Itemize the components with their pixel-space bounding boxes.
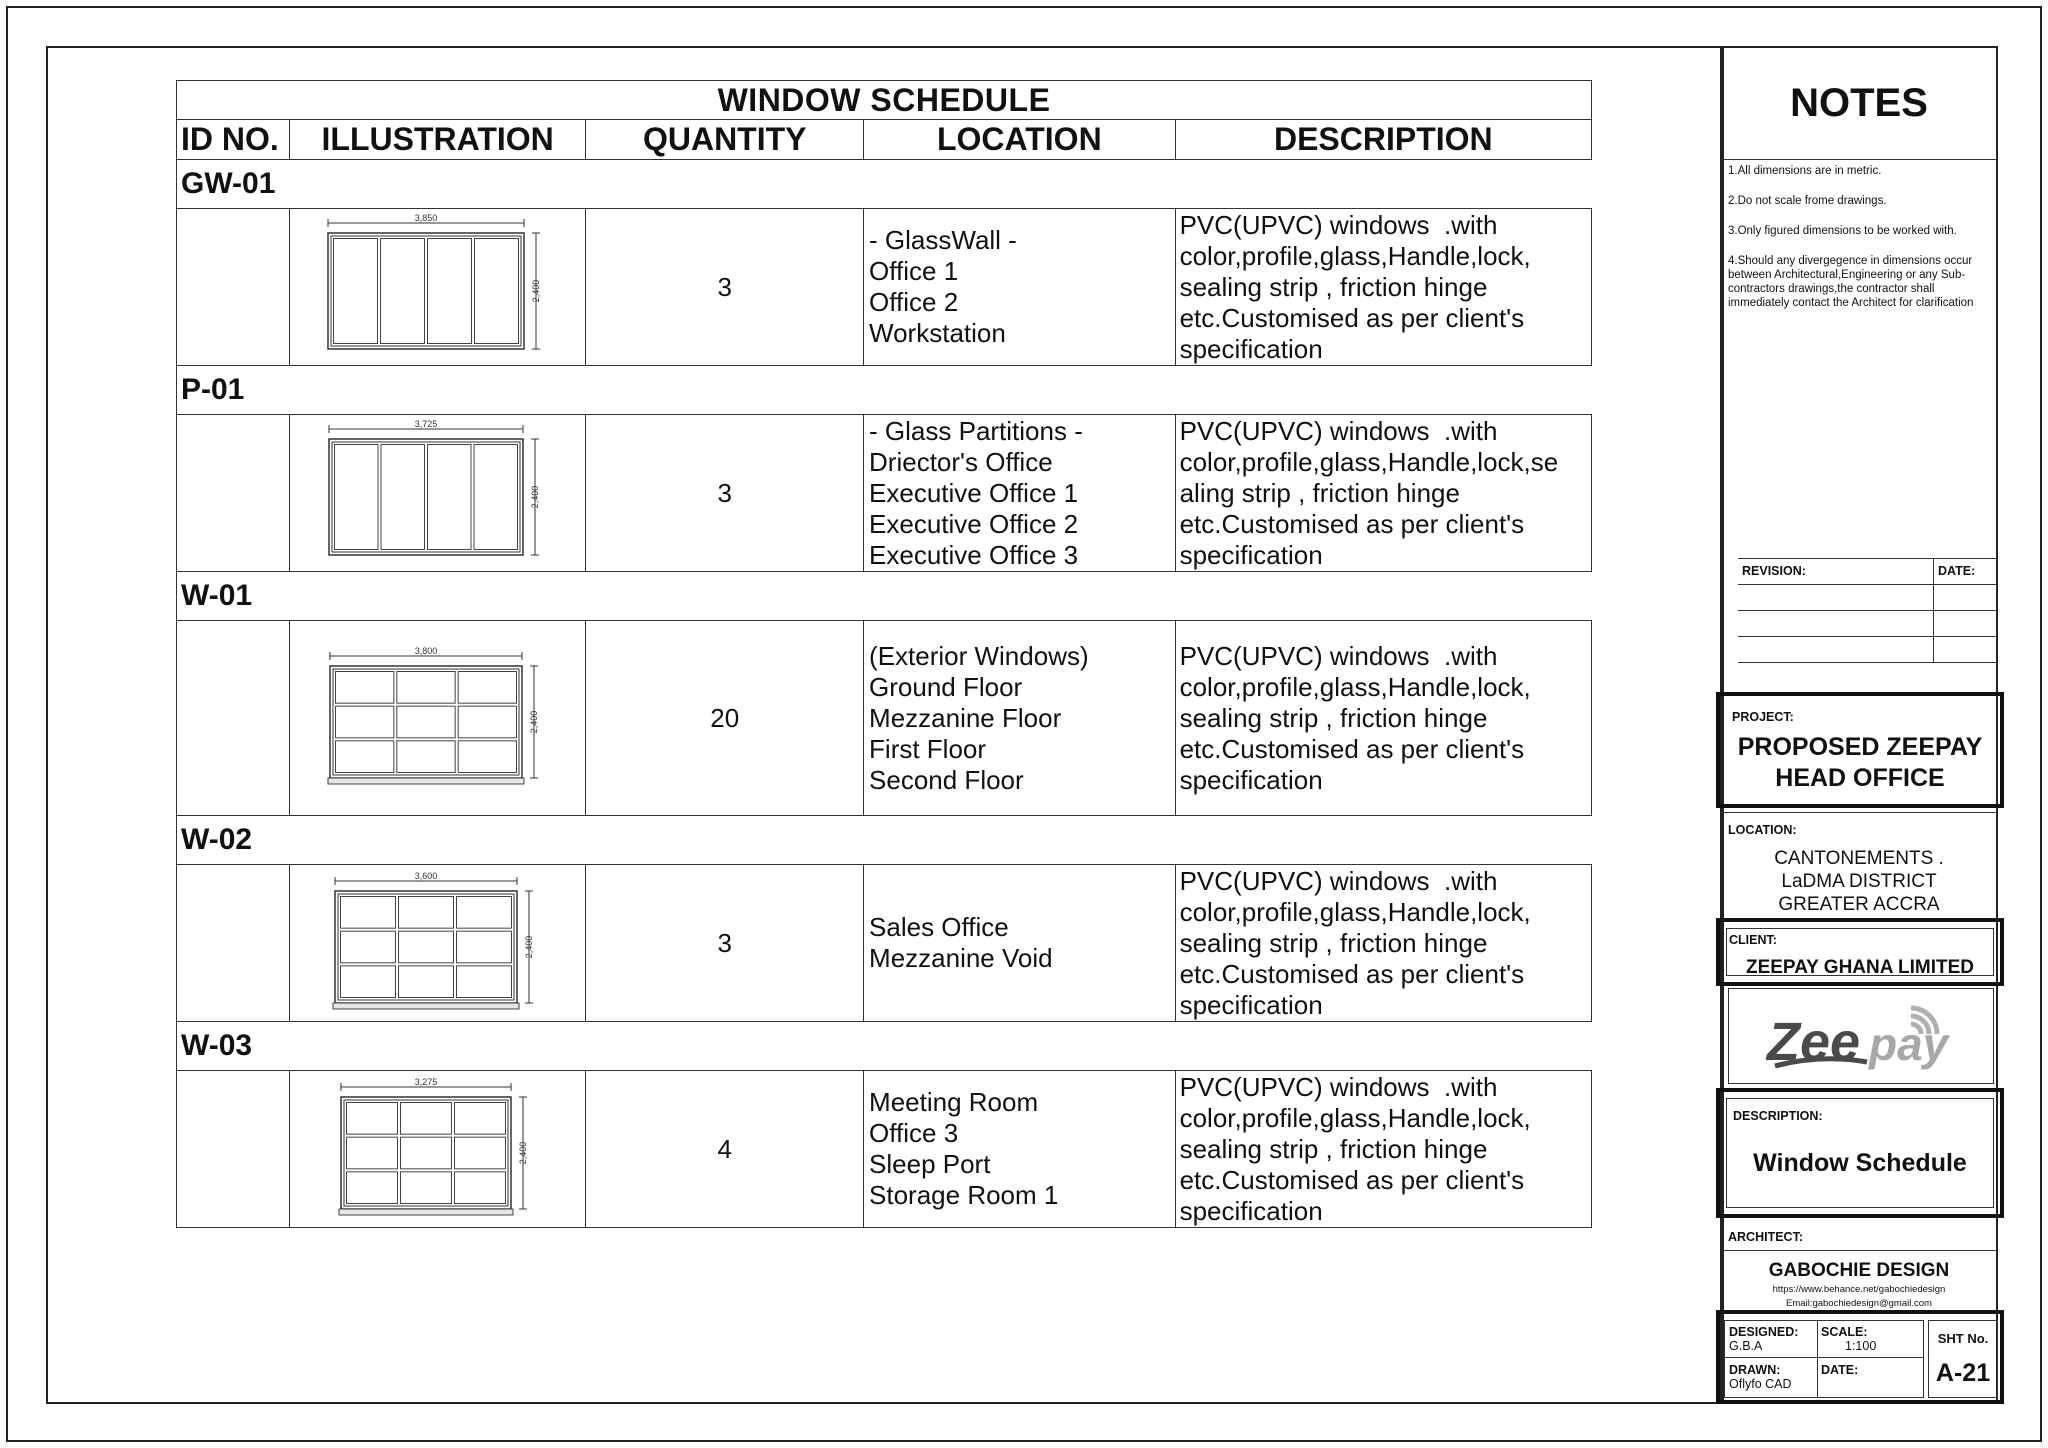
description-line: color,profile,glass,Handle,lock, xyxy=(1179,671,1531,702)
window-pane xyxy=(456,966,511,998)
illustration-cell xyxy=(290,209,587,365)
notes-title: NOTES xyxy=(1722,48,1996,160)
table-row xyxy=(176,414,1592,572)
location-line: GREATER ACCRA xyxy=(1778,894,1940,915)
window-pane xyxy=(400,1137,451,1169)
location-line: Sleep Port xyxy=(869,1149,991,1179)
window-type-id: W-01 xyxy=(176,572,1592,620)
sheet-info-box xyxy=(1716,1310,2004,1404)
window-pane xyxy=(458,672,516,704)
location-line: CANTONEMENTS . xyxy=(1774,848,1944,869)
client-label: CLIENT: xyxy=(1729,933,1777,947)
header-location: LOCATION xyxy=(864,120,1176,159)
notes-list xyxy=(1722,164,1996,326)
note-item: 2.Do not scale frome drawings. xyxy=(1728,195,1887,207)
window-pane xyxy=(335,741,393,773)
description-line: etc.Customised as per client's xyxy=(1179,1164,1525,1195)
sheet-number-box xyxy=(1928,1320,1998,1398)
location-line: Meeting Room xyxy=(869,1087,1039,1117)
location-line: Executive Office 3 xyxy=(869,539,1079,570)
scale-cell xyxy=(1821,1325,1876,1353)
location-cell xyxy=(864,209,1176,365)
drawing-description: Window Schedule xyxy=(1753,1149,1967,1177)
illustration-cell xyxy=(290,1071,587,1227)
project-name xyxy=(1720,732,2000,794)
title-block xyxy=(1720,46,1998,1404)
architect-email: Email:gabochiedesign@gmail.com xyxy=(1786,1298,1932,1309)
window-pane xyxy=(458,706,516,738)
note-item: 3.Only figured dimensions to be worked with. xyxy=(1728,225,1957,237)
description-line: PVC(UPVC) windows .with xyxy=(1179,209,1498,240)
window-pane xyxy=(335,672,393,704)
window-pane xyxy=(335,706,393,738)
width-dimension: 3,850 xyxy=(414,213,437,223)
description-line: sealing strip , friction hinge xyxy=(1179,927,1488,958)
window-pane xyxy=(458,741,516,773)
window-pane xyxy=(346,1137,397,1169)
width-dimension: 3,275 xyxy=(414,1077,437,1087)
project-label: PROJECT: xyxy=(1732,710,1794,724)
window-pane xyxy=(398,897,453,929)
description-line: specification xyxy=(1179,333,1323,364)
location-line: Office 1 xyxy=(869,256,959,286)
location-line: Office 3 xyxy=(869,1118,959,1148)
window-pane xyxy=(396,741,454,773)
window-pane xyxy=(346,1172,397,1204)
description-line: specification xyxy=(1179,1195,1323,1226)
width-dimension: 3,600 xyxy=(414,871,437,881)
quantity-cell: 3 xyxy=(586,865,864,1021)
window-pane xyxy=(340,897,395,929)
window-elevation-drawing xyxy=(308,869,568,1017)
description-line: aling strip , friction hinge xyxy=(1179,477,1460,508)
location-line: Driector's Office xyxy=(869,446,1053,477)
description-inner-box xyxy=(1726,1098,1994,1208)
window-type-id: P-01 xyxy=(176,366,1592,414)
description-line: etc.Customised as per client's xyxy=(1179,958,1525,989)
window-pane xyxy=(396,706,454,738)
location-line: Executive Office 2 xyxy=(869,508,1079,539)
illustration-cell xyxy=(290,621,587,815)
client-name: ZEEPAY GHANA LIMITED xyxy=(1745,957,1975,978)
table-row xyxy=(176,864,1592,1022)
description-line: PVC(UPVC) windows .with xyxy=(1179,865,1498,896)
description-line: etc.Customised as per client's xyxy=(1179,508,1525,539)
window-type-id: W-02 xyxy=(176,816,1592,864)
quantity-cell: 20 xyxy=(586,621,864,815)
revision-date-label: DATE: xyxy=(1938,564,1976,578)
revision-label: REVISION: xyxy=(1742,564,1806,578)
designed-value: G.B.A xyxy=(1729,1339,1763,1353)
description-box xyxy=(1716,1088,2004,1218)
drawing-info-grid xyxy=(1724,1320,1924,1398)
sheet-number: A-21 xyxy=(1935,1359,1991,1387)
location-line: Workstation xyxy=(869,318,1006,348)
location-cell xyxy=(864,1071,1176,1227)
location-line: LaDMA DISTRICT xyxy=(1781,871,1937,892)
revision-row xyxy=(1738,611,1996,637)
header-quantity: QUANTITY xyxy=(586,120,864,159)
window-pane xyxy=(334,445,378,550)
quantity-cell: 3 xyxy=(586,415,864,571)
window-elevation-drawing xyxy=(308,419,568,567)
quantity-cell: 3 xyxy=(586,209,864,365)
designed-cell xyxy=(1729,1325,1798,1353)
table-row xyxy=(176,208,1592,366)
project-name-line: HEAD OFFICE xyxy=(1775,764,1945,792)
schedule-header-row xyxy=(176,120,1592,160)
description-line: etc.Customised as per client's xyxy=(1179,302,1525,333)
designed-label: DESIGNED: xyxy=(1729,1325,1799,1339)
sheet-number-label: SHT No. xyxy=(1937,1331,1989,1346)
window-pane xyxy=(456,931,511,963)
illustration-cell xyxy=(290,415,587,571)
width-dimension: 3,800 xyxy=(414,646,437,656)
description-cell xyxy=(1176,865,1591,1021)
drawn-value: Oflyfo CAD xyxy=(1729,1377,1792,1391)
window-pane xyxy=(380,239,424,344)
window-pane xyxy=(396,672,454,704)
height-dimension: 2,400 xyxy=(530,279,541,303)
revision-table xyxy=(1722,512,1996,662)
location-line: Ground Floor xyxy=(869,671,1023,702)
header-description: DESCRIPTION xyxy=(1273,121,1493,157)
height-dimension: 2,400 xyxy=(528,710,539,734)
window-pane xyxy=(340,966,395,998)
architect-name: GABOCHIE DESIGN xyxy=(1768,1260,1950,1281)
quantity-cell: 4 xyxy=(586,1071,864,1227)
height-dimension: 2,400 xyxy=(523,935,534,959)
id-cell xyxy=(177,415,290,571)
header-id: ID NO. xyxy=(177,120,290,159)
window-type-id: W-03 xyxy=(176,1022,1592,1070)
window-pane xyxy=(400,1172,451,1204)
window-pane xyxy=(456,897,511,929)
location-line: - Glass Partitions - xyxy=(869,415,1083,446)
location-line: Executive Office 1 xyxy=(869,477,1079,508)
location-line: First Floor xyxy=(869,733,987,764)
window-pane xyxy=(398,966,453,998)
svg-text:Zee: Zee xyxy=(1767,1012,1861,1072)
description-line: color,profile,glass,Handle,lock, xyxy=(1179,1102,1531,1133)
window-pane xyxy=(454,1103,505,1135)
project-name-line: PROPOSED ZEEPAY xyxy=(1737,733,1983,761)
header-illustration: ILLUSTRATION xyxy=(290,120,587,159)
location-label: LOCATION: xyxy=(1728,823,1797,837)
window-pane xyxy=(340,931,395,963)
window-pane xyxy=(454,1137,505,1169)
window-pane xyxy=(346,1103,397,1135)
height-dimension: 2,400 xyxy=(529,485,540,509)
window-type-id: GW-01 xyxy=(176,160,1592,208)
id-cell xyxy=(177,209,290,365)
drawn-label: DRAWN: xyxy=(1729,1363,1781,1377)
date-label: DATE: xyxy=(1821,1363,1859,1377)
description-cell xyxy=(1176,1071,1591,1227)
location-line: Mezzanine Floor xyxy=(869,702,1062,733)
id-cell xyxy=(177,621,290,815)
height-dimension: 2,400 xyxy=(517,1141,528,1165)
description-line: PVC(UPVC) windows .with xyxy=(1179,415,1498,446)
schedule-title: WINDOW SCHEDULE xyxy=(176,80,1592,120)
description-cell xyxy=(1176,415,1591,571)
revision-row xyxy=(1738,585,1996,611)
architect-url: https://www.behance.net/gabochiedesign xyxy=(1772,1284,1946,1295)
window-pane xyxy=(454,1172,505,1204)
description-line: specification xyxy=(1179,764,1323,795)
window-pane xyxy=(427,239,471,344)
scale-label: SCALE: xyxy=(1821,1325,1868,1339)
description-label: DESCRIPTION: xyxy=(1733,1109,1823,1123)
description-line: PVC(UPVC) windows .with xyxy=(1179,640,1498,671)
description-line: etc.Customised as per client's xyxy=(1179,733,1525,764)
location-cell xyxy=(864,865,1176,1021)
location-cell xyxy=(864,621,1176,815)
date-cell xyxy=(1821,1363,1858,1377)
window-pane xyxy=(333,239,377,344)
location-line: - GlassWall - xyxy=(869,225,1017,255)
id-cell xyxy=(177,1071,290,1227)
location-line: Second Floor xyxy=(869,764,1024,795)
description-line: specification xyxy=(1179,989,1323,1020)
description-line: color,profile,glass,Handle,lock, xyxy=(1179,896,1531,927)
location-line: (Exterior Windows) xyxy=(869,640,1089,671)
location-cell xyxy=(864,415,1176,571)
note-item: 4.Should any divergegence in dimensions occur between Architectural,Engineering or any Sub-contractors drawings,the contractor shall immediately contact the Architect for clarification xyxy=(1728,255,1974,309)
location-value xyxy=(1722,847,1996,916)
description-line: color,profile,glass,Handle,lock,se xyxy=(1179,446,1559,477)
description-cell xyxy=(1176,621,1591,815)
description-line: color,profile,glass,Handle,lock, xyxy=(1179,240,1531,271)
client-box xyxy=(1716,918,2004,986)
illustration-cell xyxy=(290,865,587,1021)
location-line: Sales Office xyxy=(869,912,1009,942)
window-elevation-drawing xyxy=(308,213,568,361)
schedule-rows xyxy=(176,160,1592,1228)
window-pane xyxy=(427,445,471,550)
window-pane xyxy=(400,1103,451,1135)
window-schedule-table xyxy=(176,80,1592,1228)
note-item: 1.All dimensions are in metric. xyxy=(1728,165,1882,177)
scale-value: 1:100 xyxy=(1845,1339,1877,1353)
window-elevation-drawing xyxy=(308,1075,568,1223)
location-line: Mezzanine Void xyxy=(869,943,1053,973)
window-elevation-drawing xyxy=(308,625,568,811)
window-pane xyxy=(474,239,518,344)
zeepay-logo-icon xyxy=(1761,996,1961,1076)
window-pane xyxy=(474,445,518,550)
width-dimension: 3,725 xyxy=(414,419,437,429)
id-cell xyxy=(177,865,290,1021)
window-pane xyxy=(381,445,425,550)
description-line: PVC(UPVC) windows .with xyxy=(1179,1071,1498,1102)
location-line: Storage Room 1 xyxy=(869,1180,1059,1210)
table-row xyxy=(176,1070,1592,1228)
client-inner-box xyxy=(1726,928,1994,976)
zeepay-logo xyxy=(1728,988,1994,1084)
description-line: specification xyxy=(1179,539,1323,570)
description-line: sealing strip , friction hinge xyxy=(1179,1133,1488,1164)
window-pane xyxy=(398,931,453,963)
location-line: Office 2 xyxy=(869,287,959,317)
project-box xyxy=(1716,692,2004,808)
drawn-cell xyxy=(1729,1363,1792,1391)
revision-row xyxy=(1738,637,1996,663)
description-line: sealing strip , friction hinge xyxy=(1179,271,1488,302)
description-line: sealing strip , friction hinge xyxy=(1179,702,1488,733)
table-row xyxy=(176,620,1592,816)
svg-text:pay: pay xyxy=(1869,1018,1949,1070)
architect-label: ARCHITECT: xyxy=(1728,1230,1803,1244)
description-cell xyxy=(1176,209,1591,365)
